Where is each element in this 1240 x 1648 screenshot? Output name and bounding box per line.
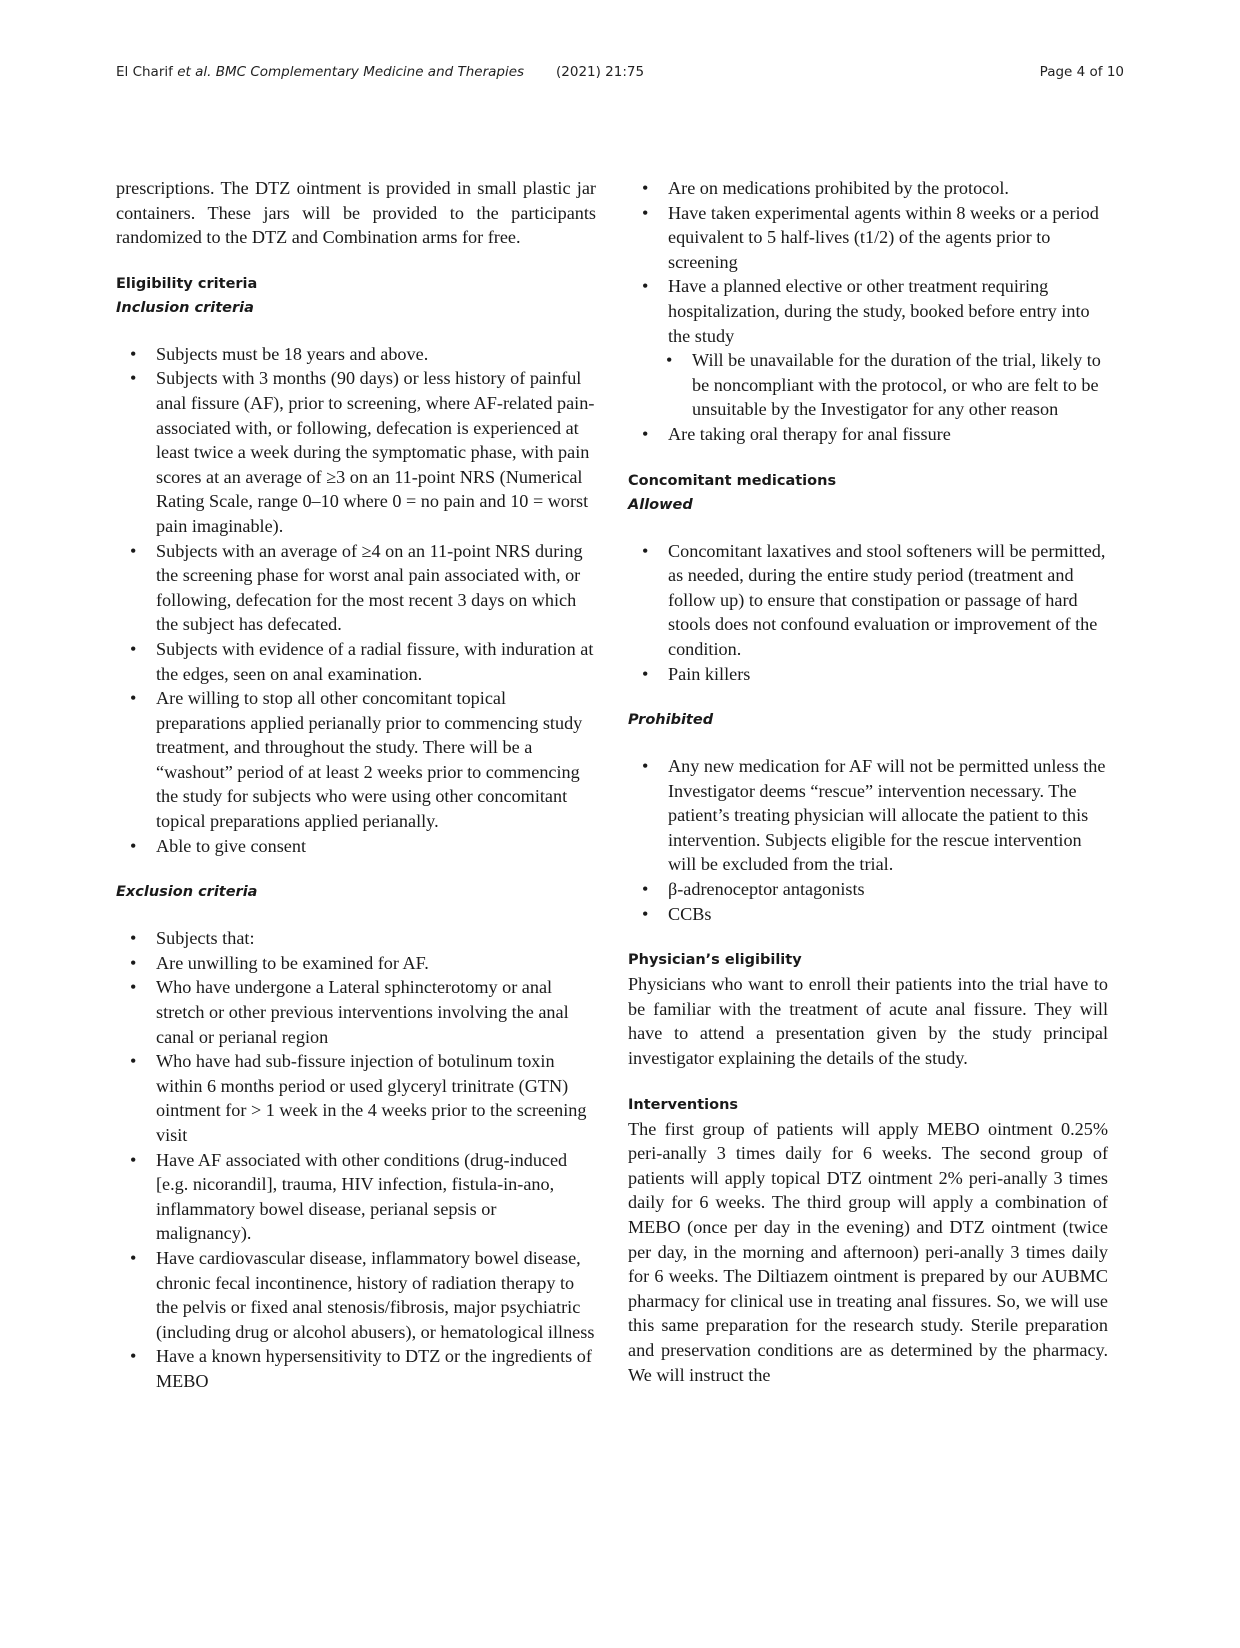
eligibility-heading: Eligibility criteria (116, 275, 258, 292)
list-item: • CCBs (628, 902, 1108, 927)
list-item: • Concomitant laxatives and stool softeners will be permitted, as needed, during the entire study period (treatment and follow up) to ensure that constipation or passage of hard stools does not confound evaluation or improvement of the condition. (628, 539, 1108, 662)
sub-list-item: • Will be unavailable for the duration of the trial, likely to be noncompliant with the protocol, or who are felt to be unsuitable by the Investigator for any other reason (628, 348, 1108, 422)
header-etal: et al. (177, 64, 212, 80)
list-item: • Subjects with 3 months (90 days) or less history of painful anal fissure (AF), prior to screening, where AF-related pain-associated with, or following, defecation is experienced at least twice a week during the symptomatic phase, with pain scores at an average of ≥3 on an 11-point NRS (Numerical Rating Scale, range 0–10 where 0 = no pain and 10 = worst pain imaginable). (116, 366, 596, 538)
list-item: • Have cardiovascular disease, inflammatory bowel disease, chronic fecal incontinence, history of radiation therapy to the pelvis or fixed anal stenosis/fibrosis, major psychiatric (including drug or alcohol abusers), or hematological illness (116, 1246, 596, 1344)
list-item: • Have a known hypersensitivity to DTZ or the ingredients of MEBO (116, 1344, 596, 1393)
list-item: • Are on medications prohibited by the protocol. (628, 176, 1108, 201)
list-item: • Any new medication for AF will not be permitted unless the Investigator deems “rescue” intervention necessary. The patient’s treating physician will allocate the patient to this intervention. Subjects eligible for the rescue intervention will be excluded from the trial. (628, 754, 1108, 877)
journal-citation (116, 64, 524, 80)
list-item: • Have a planned elective or other treatment requiring hospitalization, during the study, booked before entry into the study (628, 274, 1108, 348)
list-item: • Have AF associated with other conditions (drug-induced [e.g. nicorandil], trauma, HIV infection, fistula-in-ano, inflammatory bowel disease, perianal sepsis or malignancy). (116, 1148, 596, 1246)
exclusion-list (116, 926, 596, 1393)
list-item: • Subjects with an average of ≥4 on an 11-point NRS during the screening phase for worst anal pain associated with, or following, defecation for the most recent 3 days on which the subject has defecated. (116, 539, 596, 637)
exclusion-heading: Exclusion criteria (116, 884, 258, 901)
list-item: • Subjects that: (116, 926, 596, 951)
prohibited-heading: Prohibited (628, 712, 714, 729)
list-item: • Able to give consent (116, 834, 596, 859)
list-item: • Who have undergone a Lateral sphincterotomy or anal stretch or other previous interventions involving the anal canal or perianal region (116, 975, 596, 1049)
list-item: • Are taking oral therapy for anal fissure (628, 422, 1108, 447)
physician-eligibility-paragraph: Physicians who want to enroll their patients into the trial have to be familiar with the treatment of acute anal fissure. They will have to attend a presentation given by the study principal investigator explaining the details of the study. (628, 974, 1108, 1069)
header-authors: El Charif (116, 64, 173, 80)
allowed-list (628, 539, 1108, 687)
header-page-number: Page 4 of 10 (1039, 64, 1124, 80)
list-item: • β-adrenoceptor antagonists (628, 877, 1108, 902)
list-item: • Are unwilling to be examined for AF. (116, 951, 596, 976)
prohibited-list (628, 754, 1108, 926)
interventions-paragraph: The first group of patients will apply MEBO ointment 0.25% peri-anally 3 times daily for 6 weeks. The second group of patients will apply topical DTZ ointment 2% peri-anally 3 times daily for 6 weeks. The third group will apply a combination of MEBO (once per day in the evening) and DTZ ointment (twice per day, in the morning and afternoon) peri-anally 3 times daily for 6 weeks. The Diltiazem ointment is prepared by our AUBMC pharmacy for clinical use in treating anal fissures. So, we will use this same preparation for the research study. Sterile preparation and preservation conditions are as determined by the pharmacy. We will instruct the (628, 1118, 1108, 1385)
list-item: • Have taken experimental agents within 8 weeks or a period equivalent to 5 half-lives (t1/2) of the agents prior to screening (628, 201, 1108, 275)
list-item: • Are willing to stop all other concomitant topical preparations applied perianally prior to commencing study treatment, and throughout the study. There will be a “washout” period of at least 2 weeks prior to commencing the study for subjects who were using other concomitant topical preparations applied perianally. (116, 686, 596, 834)
list-item: • Subjects with evidence of a radial fissure, with induration at the edges, seen on anal examination. (116, 637, 596, 686)
inclusion-heading: Inclusion criteria (116, 299, 254, 316)
interventions-heading: Interventions (628, 1096, 739, 1113)
list-item: • Who have had sub-fissure injection of botulinum toxin within 6 months period or used glyceryl trinitrate (GTN) ointment for > 1 week in the 4 weeks prior to the screening visit (116, 1049, 596, 1147)
inclusion-list (116, 342, 596, 858)
exclusion-list-continued (628, 176, 1108, 447)
right-column (628, 176, 1108, 1387)
left-column (116, 176, 596, 1394)
header-year-volume: (2021) 21:75 (556, 64, 645, 80)
physician-eligibility-heading: Physician’s eligibility (628, 952, 802, 969)
allowed-heading: Allowed (628, 496, 693, 513)
header-journal: BMC Complementary Medicine and Therapies (215, 64, 525, 80)
concomitant-medications-heading: Concomitant medications (628, 472, 837, 489)
intro-paragraph: prescriptions. The DTZ ointment is provided in small plastic jar containers. These jars will be provided to the participants randomized to the DTZ and Combination arms for free. (116, 178, 596, 248)
running-header (116, 64, 1124, 88)
list-item: • Subjects must be 18 years and above. (116, 342, 596, 367)
list-item: • Pain killers (628, 662, 1108, 687)
